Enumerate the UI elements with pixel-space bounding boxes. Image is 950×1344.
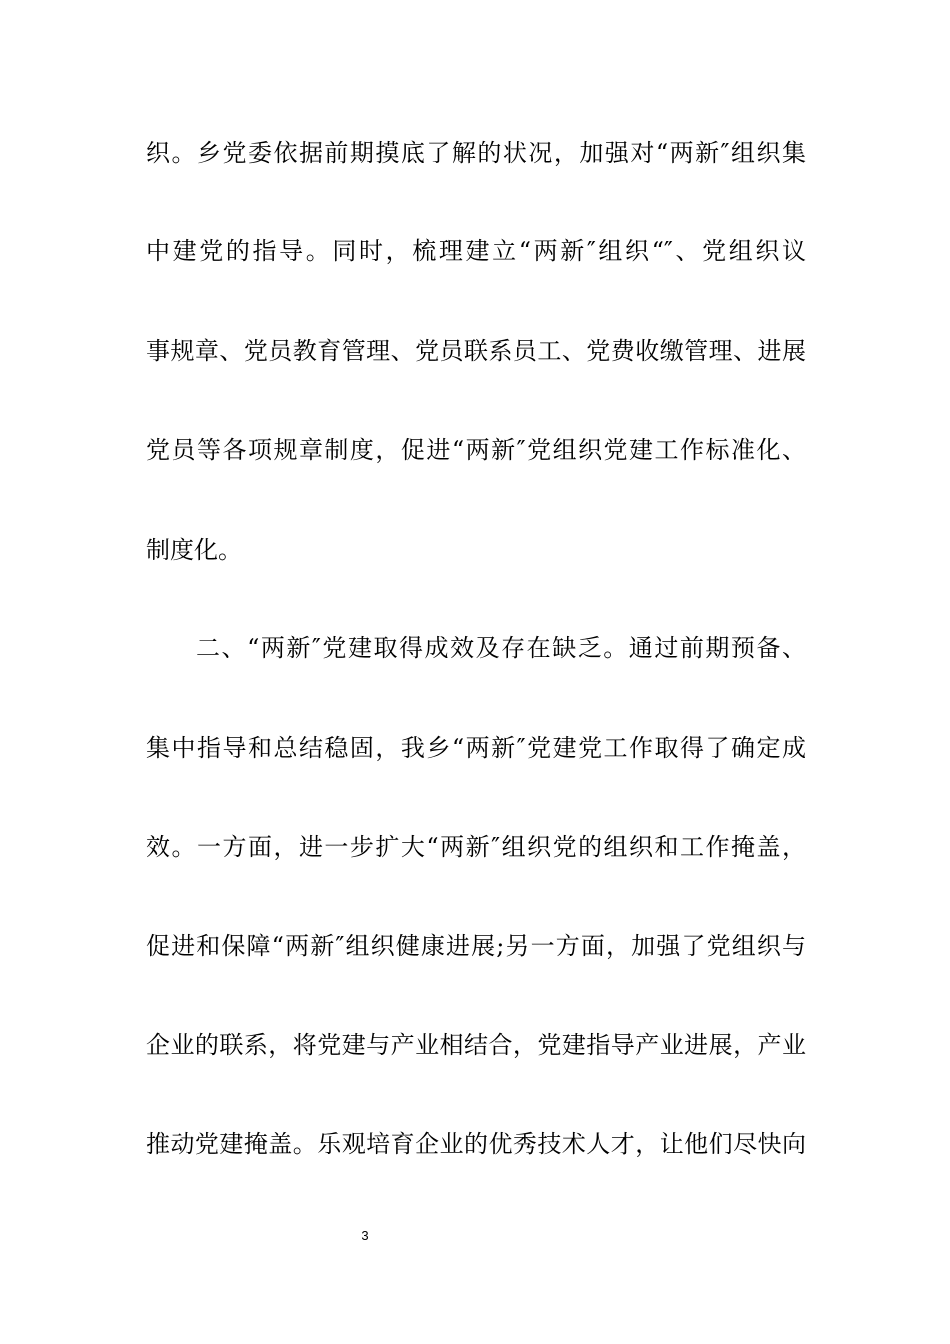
body-text-line: 推动党建掩盖。乐观培育企业的优秀技术人才，让他们尽快向 <box>146 1130 806 1158</box>
body-text-line: 党员等各项规章制度，促进“两新″党组织党建工作标准化、 <box>146 436 806 464</box>
body-text-line: 企业的联系，将党建与产业相结合，党建指导产业进展，产业 <box>146 1031 806 1059</box>
page-number: 3 <box>361 1228 369 1243</box>
body-text-line: 事规章、党员教育管理、党员联系员工、党费收缴管理、进展 <box>146 337 806 365</box>
body-text-line: 集中指导和总结稳固，我乡“两新″党建党工作取得了确定成 <box>146 734 806 762</box>
body-text-line: 制度化。 <box>146 536 242 564</box>
paragraph-heading-line: 二、“两新″党建取得成效及存在缺乏。通过前期预备、 <box>196 634 806 662</box>
body-text-line: 效。一方面，进一步扩大“两新″组织党的组织和工作掩盖， <box>146 833 806 861</box>
body-text-line: 促进和保障“两新″组织健康进展;另一方面，加强了党组织与 <box>146 932 806 960</box>
body-text-line: 中建党的指导。同时，梳理建立“两新″组织“″、党组织议 <box>146 237 806 265</box>
body-text-line: 织。乡党委依据前期摸底了解的状况，加强对“两新″组织集 <box>146 139 806 167</box>
